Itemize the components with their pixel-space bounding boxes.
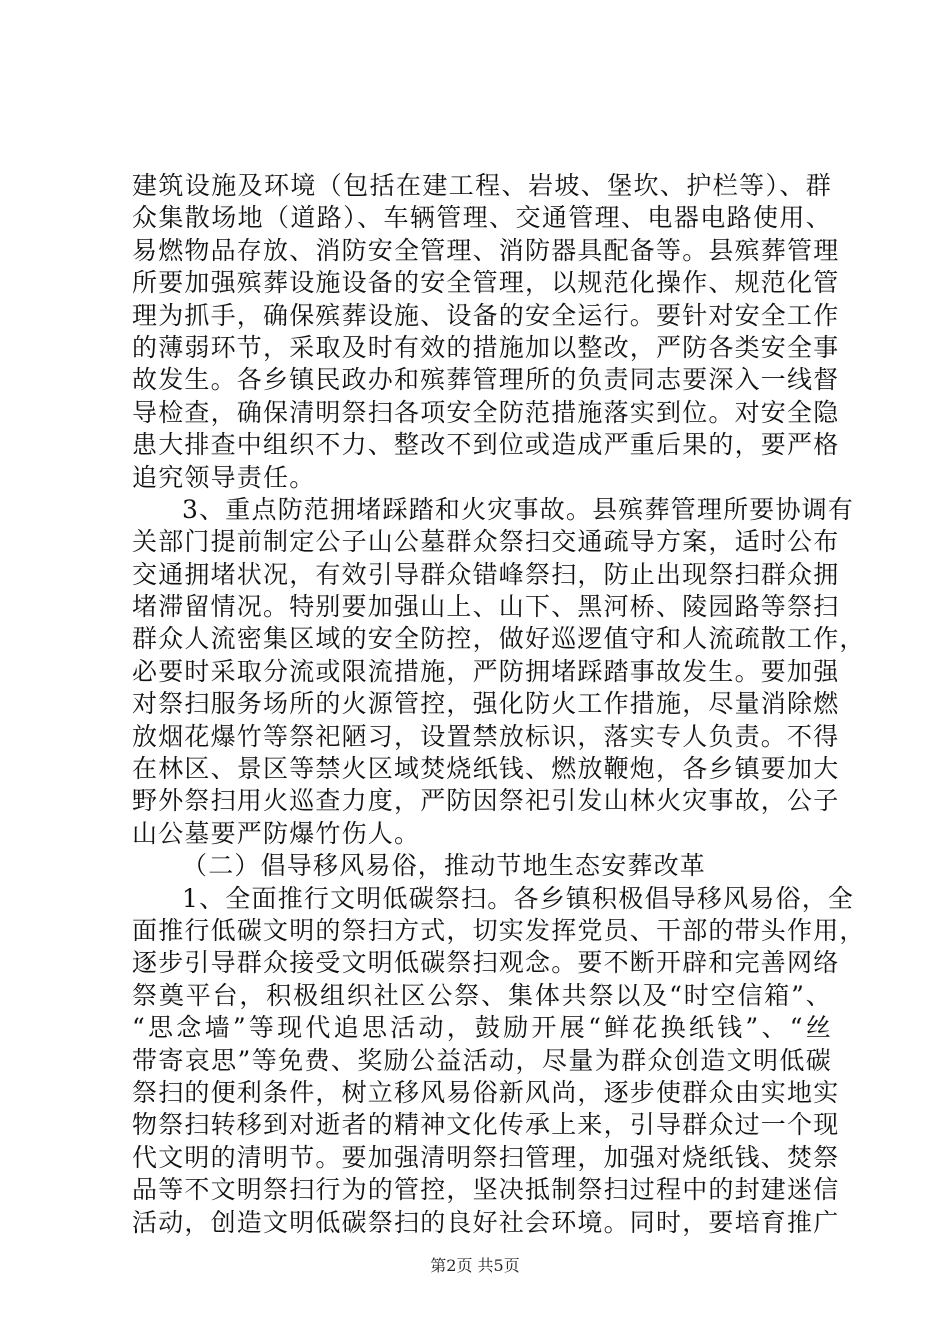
text-line: 故发生。各乡镇民政办和殡葬管理所的负责同志要深入一线督 [132, 365, 840, 395]
document-body [132, 170, 866, 1239]
page-footer [0, 1253, 950, 1276]
text-line: 理为抓手，确保殡葬设施、设备的安全运行。要针对安全工作 [132, 300, 840, 330]
text-line: 祭扫的便利条件，树立移风易俗新风尚，逐步使群众由实地实 [132, 1077, 840, 1107]
text-line: 建筑设施及环境（包括在建工程、岩坡、堡坎、护栏等）、群 [132, 171, 832, 200]
text-line: 放烟花爆竹等祭祀陋习，设置禁放标识，落实专人负责。不得 [132, 721, 840, 751]
text-line: 患大排查中组织不力、整改不到位或造成严重后果的，要严格 [132, 430, 840, 460]
text-line: 众集散场地（道路）、车辆管理、交通管理、电器电路使用、 [132, 203, 832, 233]
text-line: 在林区、景区等禁火区域焚烧纸钱、燃放鞭炮，各乡镇要加大 [132, 754, 840, 784]
text-line: 品等不文明祭扫行为的管控，坚决抵制祭扫过程中的封建迷信 [132, 1175, 840, 1205]
text-line: 对祭扫服务场所的火源管控，强化防火工作措施，尽量消除燃 [132, 689, 840, 719]
text-line: 祭奠平台，积极组织社区公祭、集体共祭以及“时空信箱”、 [132, 980, 832, 1010]
text-line: 追究领导责任。 [132, 462, 316, 492]
paragraph-first-line: 1、全面推行文明低碳祭扫。各乡镇积极倡导移风易俗，全 [182, 883, 855, 913]
text-line: 易燃物品存放、消防安全管理、消防器具配备等。县殡葬管理 [132, 235, 840, 265]
text-line: 关部门提前制定公子山公墓群众祭扫交通疏导方案，适时公布 [132, 527, 840, 557]
text-line: 面推行低碳文明的祭扫方式，切实发挥党员、干部的带头作用， [132, 915, 866, 945]
text-line: 活动，创造文明低碳祭扫的良好社会环境。同时，要培育推广 [132, 1207, 840, 1237]
text-line: 交通拥堵状况，有效引导群众错峰祭扫，防止出现祭扫群众拥 [132, 559, 840, 589]
text-line: 所要加强殡葬设施设备的安全管理，以规范化操作、规范化管 [132, 268, 840, 298]
text-line: 代文明的清明节。要加强清明祭扫管理，加强对烧纸钱、焚祭 [132, 1142, 840, 1172]
text-line: 物祭扫转移到对逝者的精神文化传承上来，引导群众过一个现 [132, 1110, 840, 1140]
text-line: 野外祭扫用火巡查力度，严防因祭祀引发山林火灾事故，公子 [132, 786, 840, 816]
text-line: 的薄弱环节，采取及时有效的措施加以整改，严防各类安全事 [132, 332, 840, 362]
text-line: “思念墙”等现代追思活动，鼓励开展“鲜花换纸钱”、“丝 [132, 1013, 832, 1043]
section-heading: （二）倡导移风易俗，推动节地生态安葬改革 [182, 851, 707, 881]
text-line: 带寄哀思”等免费、奖励公益活动，尽量为群众创造文明低碳 [132, 1045, 832, 1075]
page-number: 第2页 共5页 [430, 1256, 520, 1275]
paragraph-first-line: 3、重点防范拥堵踩踏和火灾事故。县殡葬管理所要协调有 [182, 494, 855, 524]
text-line: 群众人流密集区域的安全防控，做好巡逻值守和人流疏散工作， [132, 624, 866, 654]
text-line: 堵滞留情况。特别要加强山上、山下、黑河桥、陵园路等祭扫 [132, 592, 840, 622]
text-line: 逐步引导群众接受文明低碳祭扫观念。要不断开辟和完善网络 [132, 948, 840, 978]
text-line: 导检查，确保清明祭扫各项安全防范措施落实到位。对安全隐 [132, 397, 840, 427]
text-line: 必要时采取分流或限流措施，严防拥堵踩踏事故发生。要加强 [132, 656, 840, 686]
text-line: 山公墓要严防爆竹伤人。 [132, 818, 421, 848]
